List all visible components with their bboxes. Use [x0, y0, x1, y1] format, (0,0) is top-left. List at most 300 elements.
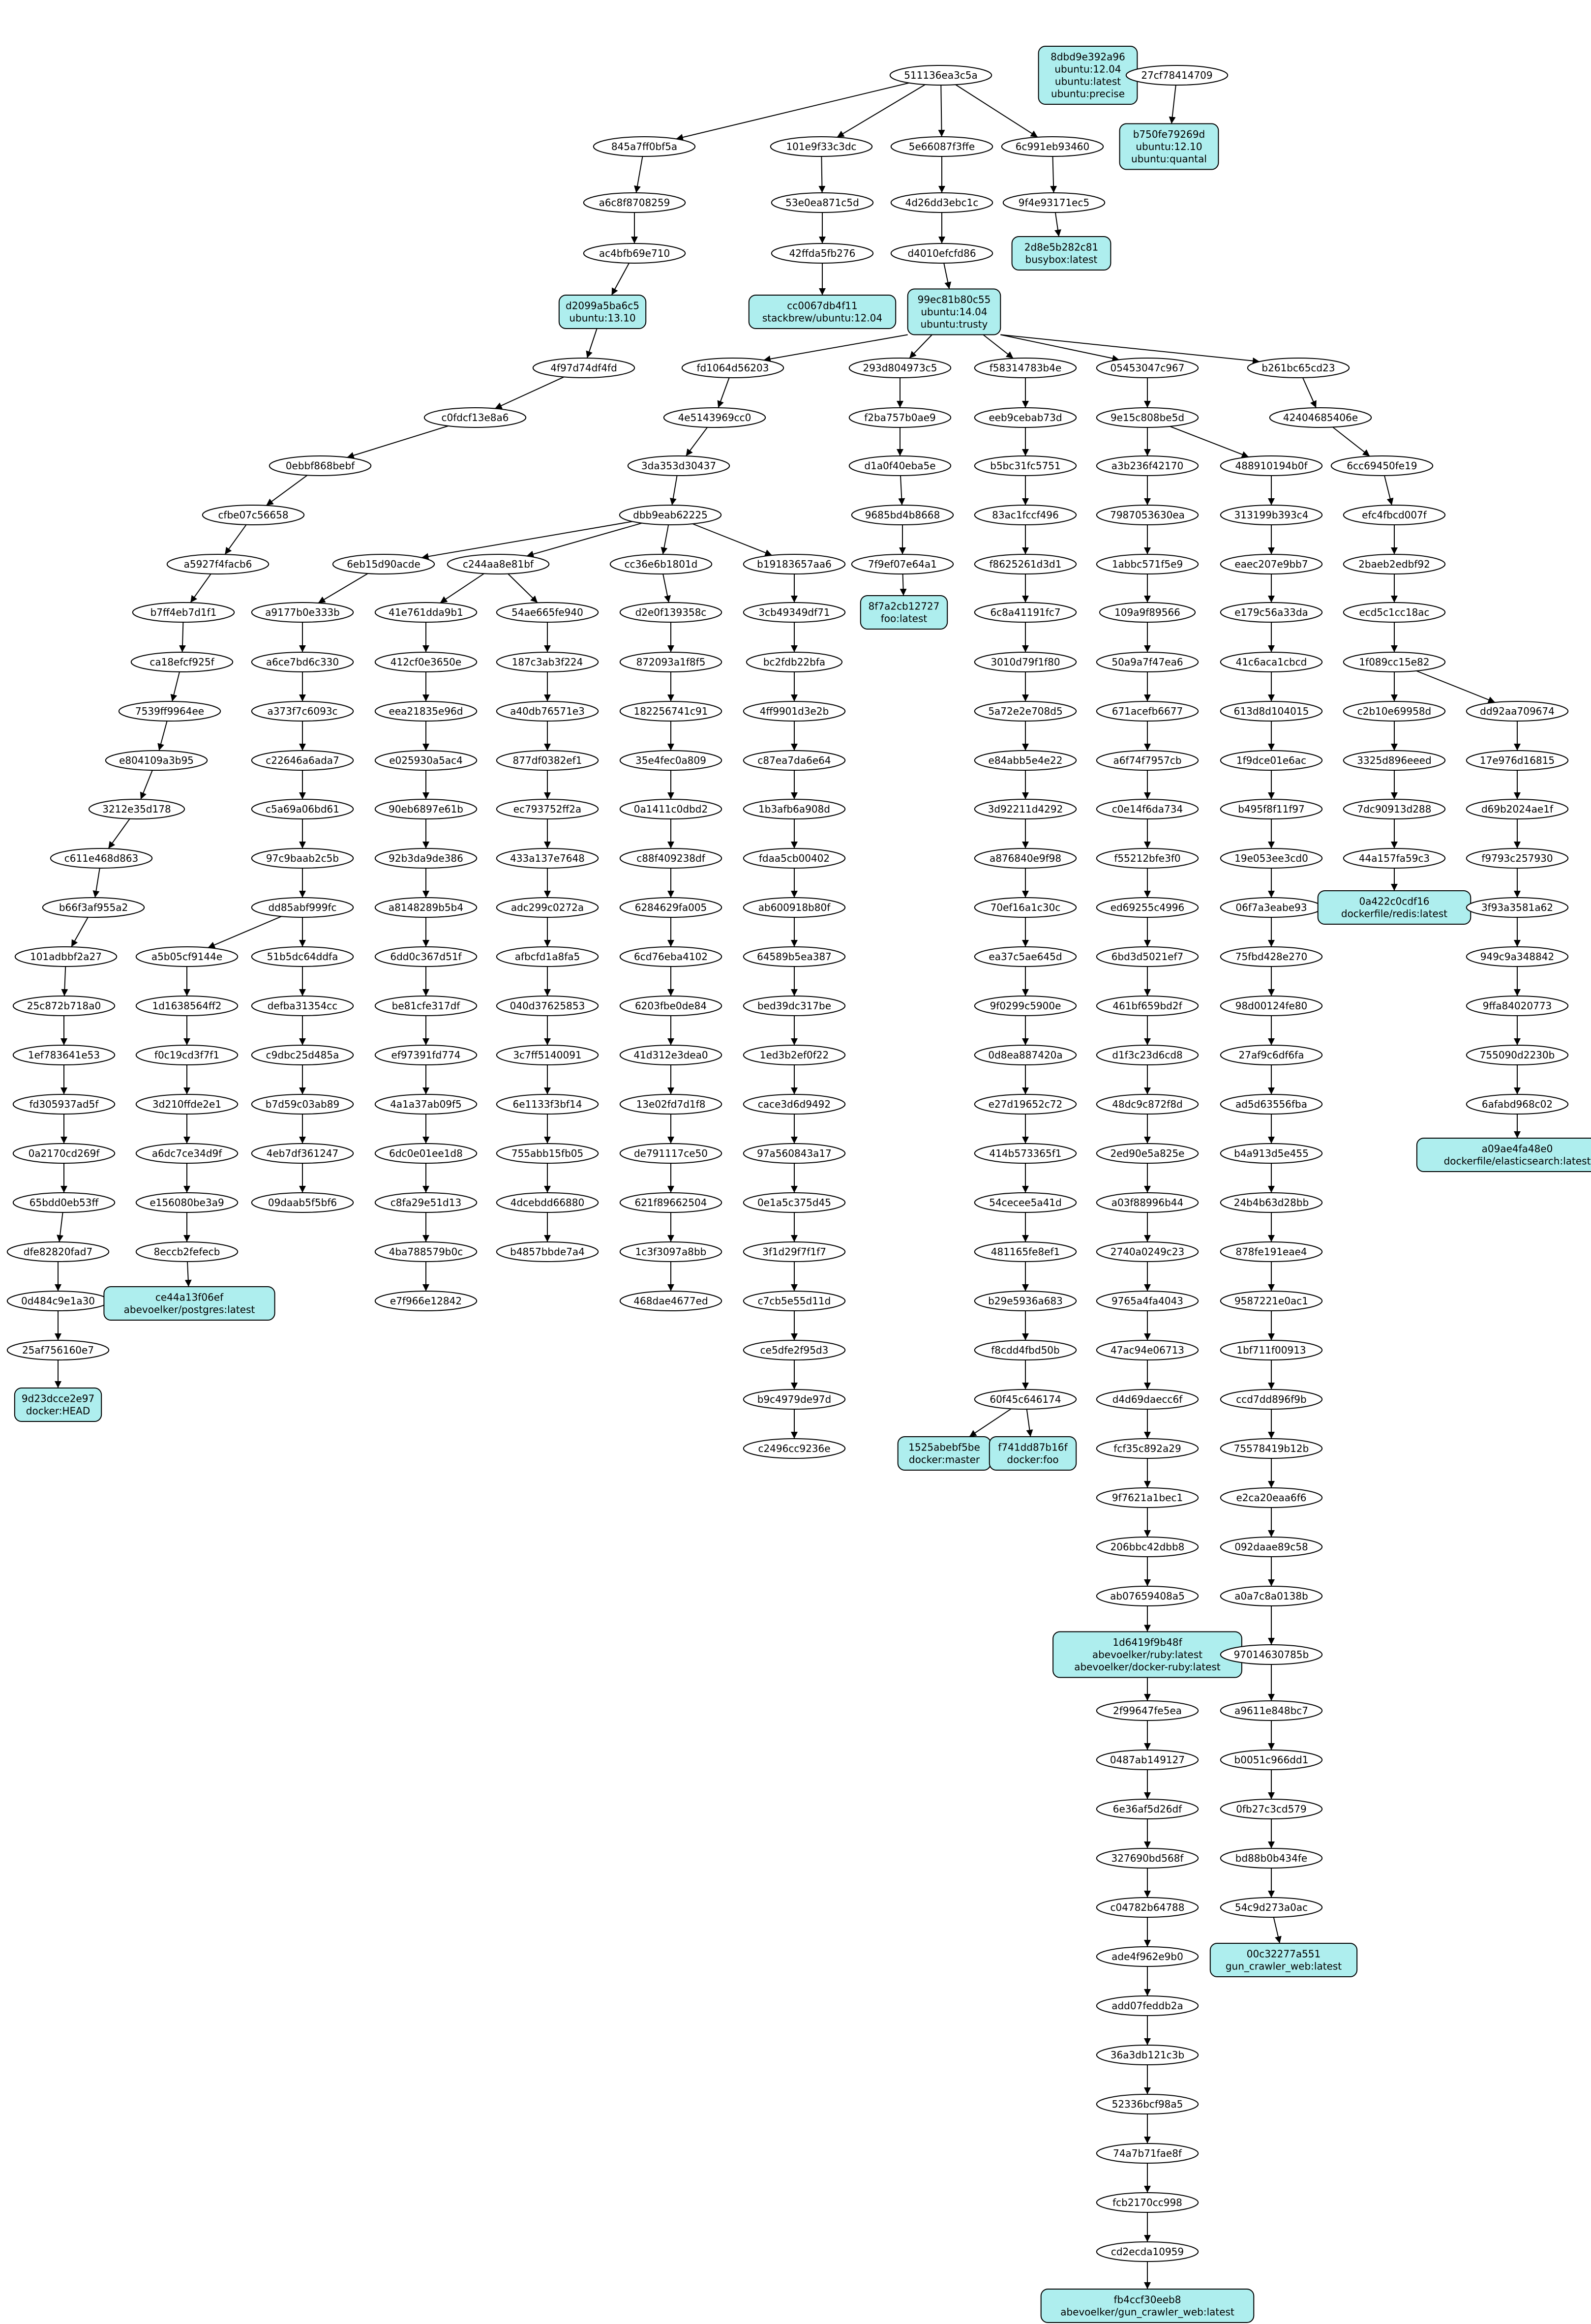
image-node	[252, 701, 353, 721]
node-id-label: e7f966e12842	[390, 1295, 462, 1307]
image-node	[1097, 554, 1198, 574]
node-id-label: a03f88996b44	[1111, 1197, 1184, 1208]
image-node	[849, 456, 951, 476]
image-node	[975, 1389, 1076, 1409]
image-node	[375, 996, 477, 1016]
image-node	[375, 1291, 477, 1311]
node-id-label: 3f1d29f7f1f7	[762, 1246, 826, 1258]
node-id-label: 60f45c646174	[990, 1393, 1061, 1405]
node-id-label: b9c4979de97d	[757, 1393, 832, 1405]
image-node	[1097, 1144, 1198, 1163]
node-id-label: 8f7a2cb12727	[868, 600, 940, 612]
node-id-label: d69b2024ae1f	[1481, 803, 1554, 815]
node-id-label: 488910194b0f	[1235, 460, 1308, 472]
image-node	[497, 1045, 598, 1065]
image-node	[1097, 1996, 1198, 2016]
image-node	[1344, 848, 1445, 868]
node-id-label: afbcfd1a8fa5	[514, 951, 580, 963]
node-id-label: c0fdcf13e8a6	[441, 412, 509, 423]
node-id-label: a876840e9f98	[989, 852, 1062, 864]
node-id-label: defba31354cc	[267, 1000, 338, 1012]
node-id-label: ed69255c4996	[1110, 902, 1185, 913]
node-id-label: 949c9a348842	[1480, 951, 1555, 963]
image-node	[252, 1144, 353, 1163]
image-node	[1331, 456, 1433, 476]
image-node	[890, 65, 991, 85]
node-id-label: 1ef783641e53	[28, 1049, 100, 1061]
node-id-label: 48dc9c872f8d	[1112, 1098, 1183, 1110]
image-node	[1097, 1340, 1198, 1360]
image-node	[1344, 505, 1445, 525]
node-id-label: a6dc7ce34d9f	[151, 1147, 222, 1159]
image-node	[594, 137, 695, 156]
image-node	[270, 456, 371, 476]
image-node	[89, 799, 184, 819]
node-id-label: ad5d63556fba	[1235, 1098, 1307, 1110]
image-node	[975, 1242, 1076, 1262]
node-id-label: dbb9eab62225	[633, 509, 708, 521]
image-node	[744, 996, 845, 1016]
image-node	[747, 652, 842, 672]
image-node	[497, 1144, 598, 1163]
image-node	[620, 898, 721, 917]
node-id-label: 1d1638564ff2	[152, 1000, 222, 1012]
image-node	[51, 848, 152, 868]
node-id-label: 1bf711f00913	[1236, 1344, 1306, 1356]
image-node	[1097, 1898, 1198, 1917]
image-node	[975, 505, 1076, 525]
node-id-label: bd88b0b434fe	[1235, 1852, 1308, 1864]
edge-arrow	[692, 524, 772, 555]
image-node	[15, 947, 117, 966]
node-id-label: 461bf659bd2f	[1112, 1000, 1182, 1012]
image-node	[1221, 1439, 1322, 1458]
node-id-label: 6e1133f3bf14	[512, 1098, 582, 1110]
image-node	[682, 358, 783, 378]
node-id-label: ca18efcf925f	[150, 656, 214, 668]
node-id-label: 187c3ab3f224	[511, 656, 583, 668]
edge-arrow	[190, 574, 211, 603]
image-node	[1467, 799, 1568, 819]
edge-arrow	[421, 521, 632, 557]
node-id-label: be81cfe317df	[391, 1000, 460, 1012]
image-node	[1100, 603, 1195, 622]
tagged-image-node	[1053, 1632, 1242, 1678]
node-id-label: ecd5c1cc18ac	[1359, 606, 1430, 618]
node-id-label: 0ebbf868bebf	[285, 460, 355, 472]
image-node	[891, 137, 992, 156]
image-node	[1003, 193, 1105, 212]
image-node	[1221, 1645, 1322, 1664]
node-id-label: c2496cc9236e	[758, 1443, 831, 1454]
image-node	[620, 1144, 721, 1163]
image-node	[620, 1242, 721, 1262]
image-node	[13, 1045, 115, 1065]
image-node	[975, 1291, 1076, 1311]
node-id-label: 50a9a7f47ea6	[1111, 656, 1183, 668]
image-node	[1467, 1094, 1568, 1114]
node-id-label: cc36e6b1801d	[624, 558, 698, 570]
node-id-label: 1ed3b2ef0f22	[759, 1049, 829, 1061]
image-node	[1270, 408, 1371, 427]
edge-arrow	[266, 475, 307, 505]
node-id-label: 54c9d273a0ac	[1234, 1901, 1308, 1913]
image-node	[252, 947, 353, 966]
node-id-label: 0fb27c3cd579	[1236, 1803, 1307, 1815]
image-node	[744, 1439, 845, 1458]
image-node	[1221, 1242, 1322, 1262]
node-id-label: a8148289b5b4	[388, 902, 464, 913]
node-tag-label: ubuntu:12.10	[1136, 141, 1202, 152]
node-id-label: 511136ea3c5a	[904, 69, 978, 81]
image-node	[1467, 1045, 1568, 1065]
image-node	[744, 701, 845, 721]
tagged-image-node	[1039, 46, 1138, 104]
image-node	[167, 554, 269, 574]
node-id-label: 9685bd4b8668	[865, 509, 940, 521]
node-id-label: b4a913d5e455	[1234, 1147, 1309, 1159]
image-node	[975, 947, 1076, 966]
node-id-label: f58314783b4e	[989, 362, 1062, 374]
node-tag-label: ubuntu:latest	[1054, 75, 1121, 88]
node-id-label: 1abbc571f5e9	[1111, 558, 1183, 570]
node-id-label: 040d37625853	[510, 1000, 585, 1012]
image-node	[849, 358, 951, 378]
node-id-label: b0051c966dd1	[1234, 1754, 1309, 1766]
image-node	[772, 243, 873, 263]
node-id-label: 414b573365f1	[989, 1147, 1062, 1159]
image-node	[1097, 2193, 1198, 2212]
edge-arrow	[956, 85, 1038, 137]
image-node	[1097, 947, 1198, 966]
image-node	[1221, 1094, 1322, 1114]
edge-arrow	[837, 85, 925, 137]
node-id-label: c9dbc25d485a	[266, 1049, 339, 1061]
node-id-label: 4ff9901d3e2b	[759, 705, 829, 717]
image-node	[620, 1094, 721, 1114]
image-node	[664, 408, 765, 427]
node-id-label: 092daae89c58	[1234, 1541, 1308, 1553]
image-node	[1097, 1291, 1198, 1311]
image-node	[497, 603, 598, 622]
node-id-label: c22646a6ada7	[266, 755, 339, 766]
image-node	[744, 603, 845, 622]
edge-arrow	[71, 917, 88, 947]
image-node	[975, 1193, 1076, 1212]
node-id-label: 621f89662504	[634, 1197, 707, 1208]
node-id-label: ec793752ff2a	[513, 803, 582, 815]
tagged-image-node	[1417, 1138, 1591, 1172]
node-id-label: 3f93a3581a62	[1481, 902, 1554, 913]
node-id-label: f8625261d3d1	[989, 558, 1062, 570]
image-node	[1097, 898, 1198, 917]
node-id-label: b66f3af955a2	[59, 902, 128, 913]
node-id-label: 9765a4fa4043	[1111, 1295, 1184, 1307]
node-id-label: eaec207e9bb7	[1234, 558, 1308, 570]
node-id-label: c611e468d863	[64, 852, 139, 864]
node-id-label: 3212e35d178	[102, 803, 171, 815]
node-id-label: 41d312e3dea0	[633, 1049, 708, 1061]
image-node	[744, 1291, 845, 1311]
edge-arrow	[983, 335, 1013, 359]
node-id-label: 872093a1f8f5	[636, 656, 706, 668]
tagged-image-node	[559, 295, 646, 329]
edge-arrow	[636, 156, 643, 193]
node-id-label: ac4bfb69e710	[599, 247, 670, 259]
image-node	[13, 996, 115, 1016]
image-node	[119, 701, 220, 721]
node-id-label: ade4f962e9b0	[1111, 1951, 1183, 1962]
edge-arrow	[1303, 378, 1316, 408]
node-id-label: d2e0f139358c	[635, 606, 707, 618]
image-node	[252, 898, 353, 917]
image-node	[744, 1144, 845, 1163]
node-id-label: 9e15c808be5d	[1110, 412, 1185, 423]
image-node	[252, 848, 353, 868]
image-node	[1097, 1586, 1198, 1606]
image-node	[744, 848, 845, 868]
image-node	[375, 1045, 477, 1065]
image-node	[136, 1045, 238, 1065]
image-node	[133, 603, 234, 622]
node-id-label: 36a3db121c3b	[1110, 2049, 1185, 2061]
image-node	[744, 1340, 845, 1360]
image-node	[975, 603, 1076, 622]
node-id-label: b495f8f11f97	[1238, 803, 1305, 815]
image-node	[1221, 603, 1322, 622]
node-id-label: 52336bcf98a5	[1111, 2098, 1183, 2110]
node-tag-label: docker:HEAD	[26, 1405, 90, 1417]
image-node	[975, 408, 1076, 427]
edge-arrow	[1416, 671, 1495, 702]
node-id-label: cc0067db4f11	[787, 300, 858, 312]
image-node	[975, 848, 1076, 868]
image-node	[252, 1045, 353, 1065]
node-id-label: 8dbd9e392a96	[1051, 51, 1125, 63]
node-id-label: e156080be3a9	[150, 1197, 224, 1208]
node-id-label: 27af9c6df6fa	[1238, 1049, 1304, 1061]
image-node	[424, 408, 526, 427]
image-node	[136, 1144, 238, 1163]
node-id-label: e84abb5e4e22	[988, 755, 1063, 766]
edge-arrow	[187, 1262, 188, 1287]
node-id-label: c0e14f6da734	[1111, 803, 1183, 815]
node-id-label: 2740a0249c23	[1110, 1246, 1185, 1258]
image-node	[584, 193, 685, 212]
node-id-label: 0d8ea887420a	[988, 1049, 1063, 1061]
edge-arrow	[208, 916, 281, 948]
node-id-label: 4a1a37ab09f5	[390, 1098, 462, 1110]
edge-arrow	[64, 966, 65, 996]
image-node	[1221, 947, 1322, 966]
image-node	[497, 751, 598, 770]
image-node	[375, 701, 477, 721]
node-id-label: cace3d6d9492	[757, 1098, 831, 1110]
image-node	[1097, 1947, 1198, 1966]
image-node	[1344, 652, 1445, 672]
image-node	[772, 193, 873, 212]
tagged-image-node	[1012, 237, 1111, 270]
node-id-label: 0a422c0cdf16	[1359, 895, 1430, 907]
image-node	[975, 898, 1076, 917]
image-node	[1097, 2045, 1198, 2065]
node-id-label: b5bc31fc5751	[990, 460, 1061, 472]
image-node	[620, 652, 721, 672]
node-id-label: e025930a5ac4	[389, 755, 463, 766]
edge-arrow	[1000, 335, 1119, 360]
image-node	[448, 554, 549, 574]
node-id-label: 54ae665fe940	[511, 606, 583, 618]
node-id-label: e179c56a33da	[1234, 606, 1308, 618]
node-id-label: c5a69a06bd61	[266, 803, 339, 815]
node-id-label: 42ffda5fb276	[789, 247, 856, 259]
node-id-label: 6203fbe0de84	[634, 1000, 707, 1012]
image-node	[620, 996, 721, 1016]
image-node	[744, 799, 845, 819]
node-id-label: 5e66087f3ffe	[908, 141, 975, 152]
edge-arrow	[527, 523, 642, 556]
node-id-label: 06f7a3eabe93	[1235, 902, 1307, 913]
image-node	[744, 751, 845, 770]
node-id-label: 6c8a41191fc7	[990, 606, 1061, 618]
node-id-label: 4d26dd3ebc1c	[905, 197, 979, 209]
image-node	[497, 898, 598, 917]
edge-arrow	[1274, 1917, 1280, 1943]
node-id-label: 3da353d30437	[641, 460, 717, 472]
image-node	[1248, 358, 1349, 378]
node-id-label: 3cb49349df71	[758, 606, 830, 618]
node-id-label: 25af756160e7	[22, 1344, 94, 1356]
image-node	[252, 799, 353, 819]
node-tag-label: ubuntu:12.04	[1054, 63, 1121, 75]
image-node	[375, 1193, 477, 1212]
node-id-label: 412cf0e3650e	[390, 656, 462, 668]
node-id-label: c7cb5e55d11d	[757, 1295, 831, 1307]
node-id-label: 83ac1fccf496	[992, 509, 1059, 521]
image-node	[497, 1193, 598, 1212]
image-node	[1097, 751, 1198, 770]
image-node	[1221, 1045, 1322, 1065]
node-id-label: 6c991eb93460	[1015, 141, 1090, 152]
edge-arrow	[686, 427, 708, 456]
node-id-label: bc2fdb22bfa	[763, 656, 826, 668]
node-id-label: 53e0ea871c5d	[785, 197, 859, 209]
image-node	[620, 1045, 721, 1065]
node-id-label: 42404685406e	[1283, 412, 1358, 423]
image-node	[744, 1045, 845, 1065]
image-node	[1221, 1701, 1322, 1720]
node-id-label: 6afabd968c02	[1481, 1098, 1553, 1110]
image-node	[1344, 603, 1445, 622]
node-id-label: 877df0382ef1	[512, 755, 582, 766]
node-id-label: 35e4fec0a809	[635, 755, 706, 766]
node-tag-label: ubuntu:quantal	[1131, 153, 1207, 165]
image-node	[891, 243, 992, 263]
node-id-label: e804109a3b95	[119, 755, 194, 766]
node-id-label: a3b236f42170	[1111, 460, 1184, 472]
image-node	[1097, 652, 1198, 672]
node-id-label: 51b5dc64ddfa	[267, 951, 338, 963]
image-node	[1097, 701, 1198, 721]
node-id-label: 433a137e7648	[510, 852, 585, 864]
edge-arrow	[347, 426, 449, 457]
edge-arrow	[821, 156, 822, 193]
image-node	[1344, 751, 1445, 770]
node-id-label: f741dd87b16f	[998, 1441, 1068, 1453]
node-id-label: 1b3afb6a908d	[758, 803, 830, 815]
node-id-label: 6cc69450fe19	[1347, 460, 1417, 472]
edge-arrow	[1171, 85, 1176, 124]
image-node	[975, 554, 1076, 574]
image-node	[1097, 1799, 1198, 1819]
node-id-label: 41c6aca1cbcd	[1235, 656, 1307, 668]
node-id-label: 101adbbf2a27	[30, 951, 102, 963]
node-id-label: 671acefb6677	[1111, 705, 1183, 717]
node-id-label: 755090d2230b	[1479, 1049, 1555, 1061]
image-node	[13, 1144, 115, 1163]
node-id-label: d4d69daecc6f	[1112, 1393, 1183, 1405]
edge-arrow	[1027, 1409, 1031, 1437]
tagged-image-node	[898, 1437, 991, 1470]
node-id-label: f2ba757b0ae9	[864, 412, 936, 423]
image-node	[891, 193, 992, 212]
image-node	[136, 996, 238, 1016]
node-id-label: 19e053ee3cd0	[1234, 852, 1308, 864]
node-id-label: b750fe79269d	[1133, 128, 1205, 140]
node-id-label: 6dc0e01ee1d8	[389, 1147, 463, 1159]
node-id-label: fb4ccf30eeb8	[1113, 2294, 1181, 2306]
edge-arrow	[663, 525, 668, 554]
image-node	[620, 1193, 721, 1212]
image-node	[1467, 996, 1568, 1016]
node-id-label: eeb9cebab73d	[989, 412, 1062, 423]
node-id-label: de791117ce50	[633, 1147, 708, 1159]
image-node	[1221, 898, 1322, 917]
node-id-label: 327690bd568f	[1111, 1852, 1184, 1864]
edge-arrow	[1170, 426, 1249, 457]
node-id-label: 7539ff9964ee	[135, 705, 205, 717]
node-id-label: f0c19cd3f7f1	[154, 1049, 220, 1061]
node-id-label: 6e36af5d26df	[1112, 1803, 1182, 1815]
image-node	[1221, 996, 1322, 1016]
image-node	[1467, 848, 1568, 868]
image-node	[744, 898, 845, 917]
node-id-label: 9f7621a1bec1	[1111, 1492, 1183, 1504]
image-node	[497, 848, 598, 868]
image-node	[252, 1094, 353, 1114]
image-node	[1097, 1045, 1198, 1065]
edge-arrow	[108, 819, 129, 848]
image-node	[852, 505, 953, 525]
node-id-label: efc4fbcd007f	[1362, 509, 1427, 521]
image-node	[975, 799, 1076, 819]
edge-arrow	[587, 329, 597, 358]
edge-arrow	[95, 868, 100, 898]
image-node	[584, 243, 685, 263]
image-node	[1221, 751, 1322, 770]
node-id-label: fd1064d56203	[696, 362, 769, 374]
node-id-label: 5a72e2e708d5	[988, 705, 1063, 717]
node-id-label: 845a7ff0bf5a	[611, 141, 678, 152]
image-node	[744, 1193, 845, 1212]
node-id-label: c88f409238df	[636, 852, 705, 864]
node-id-label: a5927f4facb6	[183, 558, 252, 570]
image-node	[628, 456, 729, 476]
node-id-label: 109a9f89566	[1114, 606, 1180, 618]
node-id-label: ce5dfe2f95d3	[760, 1344, 829, 1356]
edge-arrow	[1055, 212, 1059, 237]
image-node	[1467, 898, 1568, 917]
